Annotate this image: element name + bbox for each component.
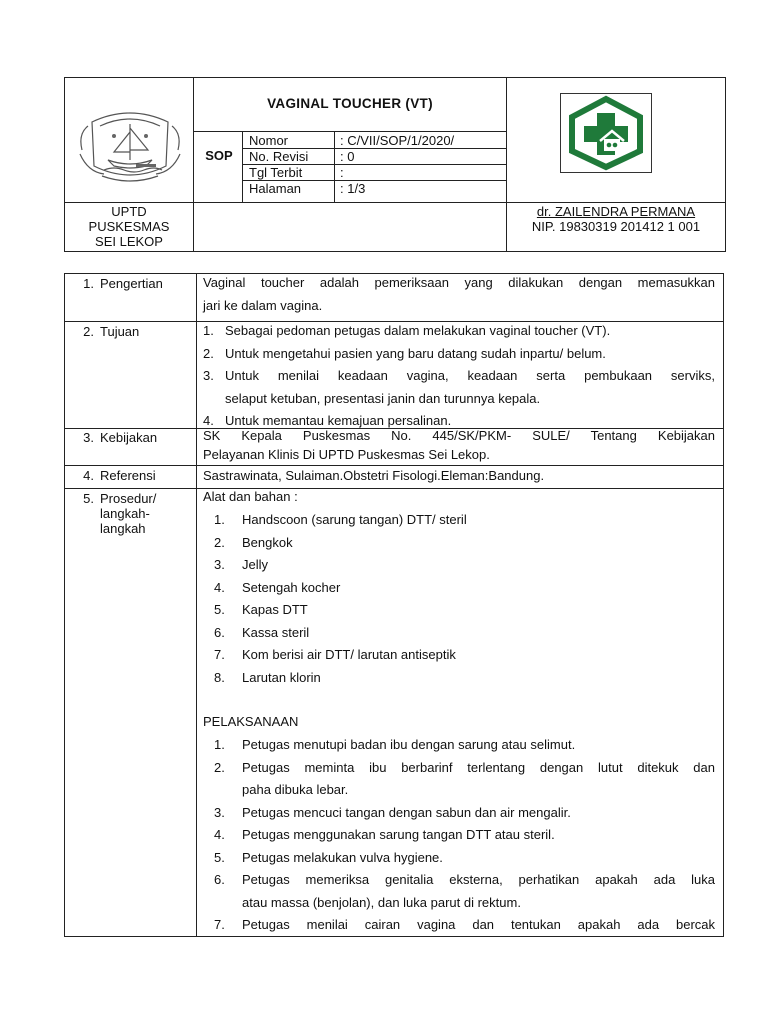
section-number: 3.: [83, 430, 94, 445]
section-content-pengertian: [203, 272, 715, 317]
list-number: 2.: [214, 534, 225, 550]
list-item: [214, 734, 715, 757]
section-title: Pengertian: [100, 276, 163, 291]
list-number: 2.: [203, 345, 214, 361]
list-text: Kapas DTT: [242, 602, 308, 617]
section-label-tujuan: [70, 324, 196, 339]
meta-value-nomor: : C/VII/SOP/1/2020/: [340, 133, 455, 148]
list-item: [214, 667, 715, 690]
meta-key-halaman: Halaman: [249, 181, 302, 196]
org-line: PUSKESMAS: [88, 219, 170, 234]
section-number: 1.: [83, 276, 94, 291]
section-title-line: langkah: [100, 521, 146, 536]
section-title: Referensi: [100, 468, 156, 483]
section-content-kebijakan: [203, 426, 715, 464]
list-text: atau massa (benjolan), dan luka parut di rektum.: [242, 894, 521, 910]
list-text: Setengah kocher: [242, 579, 341, 595]
meta-key-terbit: Tgl Terbit: [249, 165, 303, 180]
puskesmas-cross-logo-icon: [560, 93, 652, 173]
section-number: 5.: [83, 491, 94, 506]
list-number: 7.: [214, 917, 225, 932]
list-text: Untuk memantau kemajuan persalinan.: [225, 413, 452, 428]
regional-emblem-icon: [74, 106, 186, 186]
list-number: 1.: [214, 737, 225, 752]
organization-name: [64, 204, 194, 249]
text-line: jari ke dalam vagina.: [203, 297, 323, 313]
list-number: 5.: [214, 602, 225, 617]
text-line: Vaginal toucher adalah pemeriksaan yang dilakukan dengan memasukkan: [203, 275, 715, 290]
section-content-referensi: [203, 467, 715, 484]
meta-key-revisi: No. Revisi: [249, 149, 309, 164]
list-item: [214, 757, 715, 780]
alat-list: [214, 509, 715, 689]
section-title: Tujuan: [100, 324, 140, 339]
document-title: VAGINAL TOUCHER (VT): [267, 96, 433, 111]
list-text: selaput ketuban, presentasi janin dan turunnya kepala.: [225, 390, 541, 406]
list-item-continued: [203, 388, 715, 411]
section-label-referensi: [70, 468, 196, 483]
list-text: Petugas menutupi badan ibu dengan sarung atau selimut.: [242, 737, 576, 752]
meta-key-nomor: Nomor: [249, 133, 289, 148]
list-item: [214, 802, 715, 825]
list-item-continued: [214, 892, 715, 915]
pelaksanaan-title: PELAKSANAAN: [203, 714, 299, 729]
list-number: 6.: [214, 872, 225, 887]
org-line: UPTD: [111, 204, 147, 219]
section-title: Kebijakan: [100, 430, 158, 445]
signer-block: [506, 204, 726, 234]
section-title-line: langkah-: [100, 506, 150, 521]
meta-value-terbit: :: [340, 165, 344, 180]
section-label-prosedur: [70, 491, 196, 536]
text-line: Sastrawinata, Sulaiman.Obstetri Fisologi.Eleman:Bandung.: [203, 468, 545, 483]
list-item: [214, 914, 715, 937]
section-label-kebijakan: [70, 430, 196, 445]
list-text: Petugas meminta ibu berbarinf terlentang dengan lutut ditekuk dan: [242, 759, 715, 775]
list-item: [203, 365, 715, 388]
list-item: [203, 320, 715, 343]
list-number: 2.: [214, 759, 225, 775]
list-text: Petugas menilai cairan vagina dan tentukan apakah ada bercak: [242, 917, 715, 932]
section-content-tujuan: [203, 320, 715, 433]
text-line: SK Kepala Puskesmas No. 445/SK/PKM- SULE/ Tentang Kebijakan: [203, 428, 715, 443]
list-number: 3.: [214, 557, 225, 572]
meta-value-halaman: : 1/3: [340, 181, 366, 196]
list-text: Petugas memeriksa genitalia eksterna, perhatikan apakah ada luka: [242, 872, 715, 887]
list-text: Kom berisi air DTT/ larutan antiseptik: [242, 647, 456, 662]
list-item: [214, 509, 715, 532]
signer-nip: NIP. 19830319 201412 1 001: [531, 219, 701, 234]
pelaksanaan-list: [214, 734, 715, 937]
section-label-pengertian: [70, 276, 196, 291]
list-number: 4.: [214, 827, 225, 842]
signer-name: dr. ZAILENDRA PERMANA: [536, 204, 696, 219]
list-number: 1.: [214, 512, 225, 527]
list-text: Petugas menggunakan sarung tangan DTT atau steril.: [242, 827, 555, 842]
list-text: Petugas mencuci tangan dengan sabun dan air mengalir.: [242, 804, 571, 820]
list-text: paha dibuka lebar.: [242, 782, 349, 797]
section-number: 2.: [83, 324, 94, 339]
list-text: Untuk menilai keadaan vagina, keadaan serta pembukaan serviks,: [225, 368, 715, 383]
list-item: [214, 847, 715, 870]
alat-title: Alat dan bahan :: [203, 489, 298, 504]
list-number: 8.: [214, 669, 225, 685]
list-item: [214, 622, 715, 645]
list-text: Larutan klorin: [242, 669, 321, 685]
list-number: 4.: [203, 413, 214, 428]
list-item: [214, 554, 715, 577]
list-text: Bengkok: [242, 534, 293, 550]
list-item: [214, 577, 715, 600]
text-line: Pelayanan Klinis Di UPTD Puskesmas Sei Lekop.: [203, 447, 490, 462]
list-text: Untuk mengetahui pasien yang baru datang sudah inpartu/ belum.: [225, 345, 606, 361]
section-number: 4.: [83, 468, 94, 483]
list-number: 3.: [203, 368, 214, 383]
list-item-continued: [214, 779, 715, 802]
list-text: Jelly: [242, 557, 269, 572]
list-text: Handscoon (sarung tangan) DTT/ steril: [242, 512, 467, 527]
list-number: 4.: [214, 579, 225, 595]
list-text: Kassa steril: [242, 624, 310, 640]
list-item: [214, 824, 715, 847]
list-item: [214, 644, 715, 667]
sop-label: SOP: [205, 148, 233, 163]
list-text: Sebagai pedoman petugas dalam melakukan vaginal toucher (VT).: [225, 323, 611, 338]
list-item: [203, 343, 715, 366]
list-number: 3.: [214, 804, 225, 820]
list-number: 6.: [214, 624, 225, 640]
list-item: [214, 869, 715, 892]
org-line: SEI LEKOP: [95, 234, 163, 249]
list-number: 7.: [214, 647, 225, 662]
list-text: Petugas melakukan vulva hygiene.: [242, 849, 443, 865]
meta-value-revisi: : 0: [340, 149, 355, 164]
list-item: [214, 532, 715, 555]
list-number: 5.: [214, 849, 225, 865]
section-title-line: Prosedur/: [100, 491, 157, 506]
list-number: 1.: [203, 323, 214, 338]
list-item: [214, 599, 715, 622]
